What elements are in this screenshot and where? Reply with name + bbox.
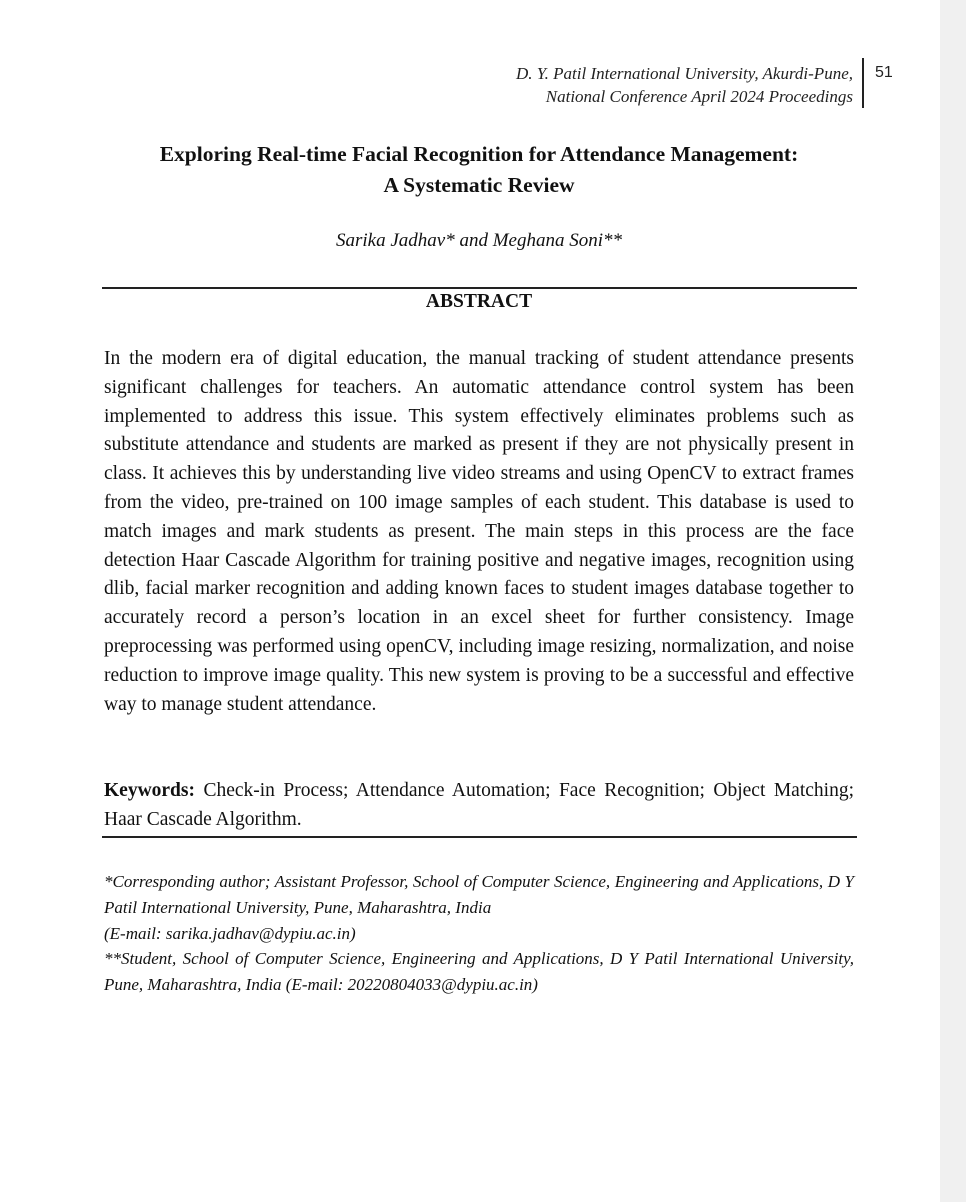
header-divider [862, 58, 864, 108]
header-line-2: National Conference April 2024 Proceedings [545, 87, 853, 106]
keywords-text: Check-in Process; Attendance Automation; Face Recognition; Object Matching; Haar Cascade Algorithm. [104, 780, 854, 830]
abstract-heading: ABSTRACT [425, 291, 533, 312]
title-line-1: Exploring Real-time Facial Recognition for Attendance Management: [159, 142, 799, 166]
footnote-student: **Student, School of Computer Science, Engineering and Applications, D Y Patil International University, Pune, Maharashtra, India (E-mail: 20220804033@dypiu.ac.in) [104, 949, 854, 995]
abstract-top-rule [102, 287, 857, 289]
title-line-2: A Systematic Review [383, 173, 575, 197]
footnote-corresponding-email: (E-mail: sarika.jadhav@dypiu.ac.in) [104, 923, 356, 943]
abstract-body: In the modern era of digital education, the manual tracking of student attendance presents significant challenges for teachers. An automatic attendance control system has been implemented to address this issue. This system effectively eliminates problems such as substitute attendance and students are marked as present if they are not physically present in class. It achieves this by understanding live video streams and using OpenCV to extract frames from the video, pre-trained on 100 image samples of each student. This database is used to match images and mark students as present. The main steps in this process are the face detection Haar Cascade Algorithm for training positive and negative images, recognition using dlib, facial marker recognition and adding known faces to student images database together to accurately record a person’s location in an excel sheet for further consistency. Image preprocessing was performed using openCV, including image resizing, normalization, and noise reduction to improve image quality. This new system is proving to be a successful and effective way to manage student attendance. [104, 348, 854, 715]
footnotes [104, 869, 854, 998]
keywords [104, 777, 854, 835]
page-number: 51 [875, 64, 893, 81]
abstract-bottom-rule [102, 836, 857, 838]
running-header [516, 62, 853, 108]
author-list: Sarika Jadhav* and Meghana Soni** [335, 230, 622, 251]
paper-title [104, 139, 854, 201]
page-edge [940, 0, 966, 1202]
footnote-corresponding-author: *Corresponding author; Assistant Professor, School of Computer Science, Engineering and Applications, D Y Patil International University, Pune, Maharashtra, India [104, 872, 854, 917]
keywords-label: Keywords: [104, 780, 195, 801]
header-line-1: D. Y. Patil International University, Akurdi-Pune, [516, 64, 853, 83]
